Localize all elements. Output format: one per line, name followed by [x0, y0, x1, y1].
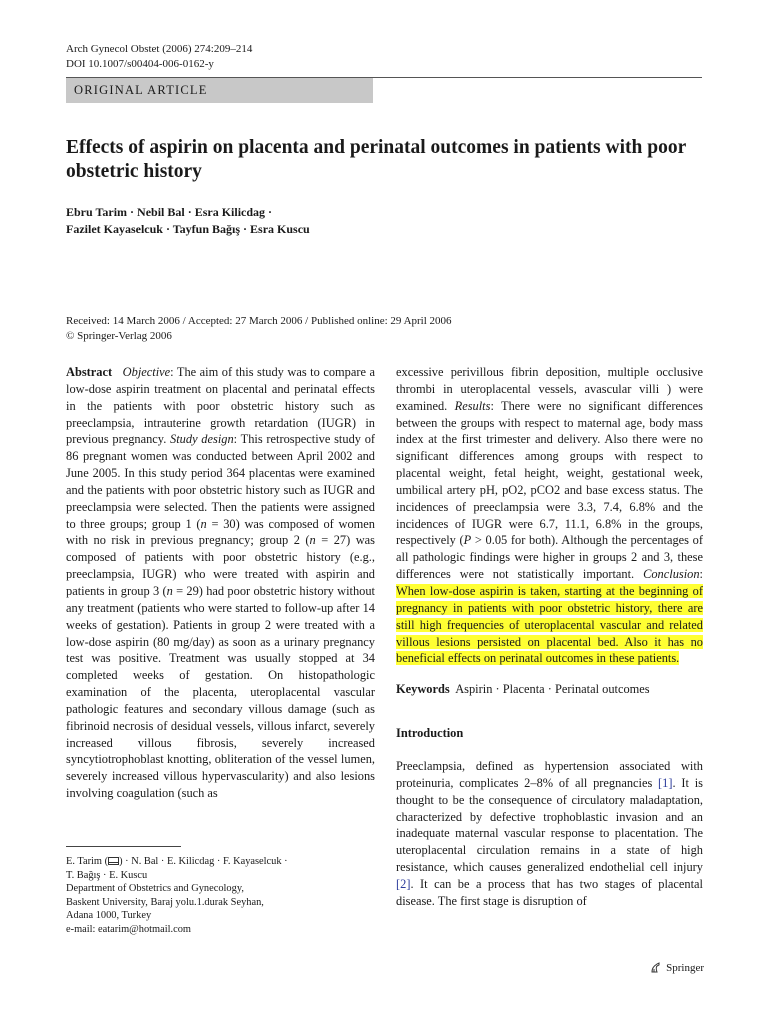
dates-line-1: Received: 14 March 2006 / Accepted: 27 March 2006 / Published online: 29 April 2006: [66, 315, 452, 327]
springer-horse-icon: [649, 961, 662, 974]
publisher-name: Springer: [666, 961, 704, 974]
journal-doi: DOI 10.1007/s00404-006-0162-y: [66, 58, 214, 70]
group3-text: = 29) had poor obstetric history without any treatment (patients who were started to follow-up after 14 weeks of gestation). Patients in group 2 were treated with a low-dose aspirin (80 mg/day) as soon as a urinary pregnancy test was positive. Treatment was usually stopped at 34 completed weeks of gestation. On histopathologic examination of the placenta, uteroplacental vascular pathologic features and secondary villous damage (such as fibrinoid necrosis of desidual vessels, villous infarct, severely increased villous fibrosis, severely increased syncytiotrophoblast knotting, obliteration of the vessel lumen, severely increased villous hypervascularity) and also lesions involving coagulation (such as: [66, 583, 375, 801]
footnote-authors-line-1: [66, 855, 375, 869]
footnote-authors-line-2: T. Bağış · E. Kuscu: [66, 869, 148, 881]
group2-text: = 27) was composed of patients with poor obstetric history (e.g., preeclampsia, IUGR) who were treated with aspirin and patients in group 3 (: [66, 533, 375, 598]
author-list: [66, 204, 706, 238]
group1-text: = 30) was composed of women with no risk in previous pregnancy; group 2 (: [66, 516, 375, 548]
envelope-icon: [108, 857, 119, 865]
article-type-banner: ORIGINAL ARTICLE: [66, 78, 373, 103]
keywords-label: Keywords: [396, 682, 450, 697]
author-line-1: Ebru Tarim · Nebil Bal · Esra Kilicdag ·: [66, 205, 273, 219]
introduction-heading: Introduction: [396, 726, 464, 741]
results-label: Results: [454, 398, 491, 413]
footnote-email[interactable]: e-mail: eatarim@hotmail.com: [66, 923, 191, 935]
publication-dates: [66, 314, 706, 344]
publisher-mark: [649, 961, 704, 974]
abstract-left-column: [66, 364, 375, 802]
article-title: Effects of aspirin on placenta and perinatal outcomes in patients with poor obstetric history: [66, 137, 686, 182]
footnote-author-text: ) · N. Bal · E. Kilicdag · F. Kayaselcuk ·: [119, 856, 288, 867]
p-value-text: > 0.05 for both). Although the percentages of all pathologic findings were higher in groups 2 and 3, these differences were not statistically important.: [396, 533, 703, 582]
objective-text: : The aim of this study was to compare a low-dose aspirin treatment on placental and perinatal effects in the patients with poor obstetric history such as preeclampsia, intrauterine growth retardation (IUGR) in previous pregnancy.: [66, 365, 376, 447]
n-symbol: n: [200, 516, 207, 531]
keywords: [396, 681, 703, 698]
journal-meta: [66, 42, 252, 72]
n-symbol: n: [166, 583, 173, 598]
conclusion-colon: :: [699, 567, 703, 582]
keywords-text: Aspirin · Placenta · Perinatal outcomes: [455, 682, 650, 697]
footnote-university: Baskent University, Baraj yolu.1.durak Seyhan,: [66, 896, 264, 908]
introduction-text: [396, 758, 703, 910]
results-text: : There were no significant differences between the groups with respect to maternal age, body mass index at the first trimester and delivery. Also there were no significant differences among groups with respect to placental weight, fetal height, weight, gestational week, umbilical artery pH, pO2, pCO2 and base excess status. The incidences of preeclampsia were 3.3, 7.4, 6.8% and the incidences of IUGR were 6.7, 11.1, 6.8% in the groups, respectively (: [396, 398, 703, 548]
abstract-right-text: [396, 364, 703, 667]
intro-text-part: . It is thought to be the consequence of circulatory maladaptation, characterized by defective trophoblastic invasion and an inadequate maternal vascular response to placentation. The uteroplacental circulation remains in a state of high resistance, which causes generalized endothelial cell injury: [396, 775, 703, 875]
abstract-continued-text: excessive perivillous fibrin deposition, multiple occlusive thrombi in uteroplacental vessels, avascular villi ) were examined.: [396, 365, 703, 413]
right-column: [396, 364, 703, 910]
journal-citation: Arch Gynecol Obstet (2006) 274:209–214: [66, 43, 253, 55]
footnote-author-text: E. Tarim (: [66, 856, 109, 867]
design-label: Study design: [170, 432, 234, 447]
p-symbol: P: [463, 533, 472, 548]
abstract-label: Abstract: [66, 365, 113, 379]
footnote-city: Adana 1000, Turkey: [66, 910, 152, 921]
intro-text-part: . It can be a process that has two stages of placental disease. The first stage is disruption of: [396, 876, 703, 908]
citation-link-1[interactable]: [1]: [658, 775, 673, 790]
n-symbol: n: [309, 533, 316, 548]
objective-label: Objective: [122, 365, 171, 379]
design-text: : This retrospective study of 86 pregnant women was conducted between April 2002 and June 2005. In this study period 364 placentas were examined and the patients with poor obstetric history such as IUGR and preeclampsia were selected. Then the patients were assigned to three groups; group 1 (: [66, 432, 376, 531]
author-affiliation-footnote: [66, 855, 375, 936]
footnote-department: Department of Obstetrics and Gynecology,: [66, 883, 244, 894]
copyright-line: © Springer-Verlag 2006: [66, 330, 172, 342]
author-line-2: Fazilet Kayaselcuk · Tayfun Bağış · Esra Kuscu: [66, 222, 310, 236]
footnote-rule: [66, 846, 181, 847]
highlighted-conclusion[interactable]: When low-dose aspirin is taken, starting at the beginning of pregnancy in patients with poor obstetric history, there are still high frequencies of uteroplacental vascular and related villous lesions persisted on placental bed. Also it has no beneficial effects on perinatal outcomes in these patients.: [396, 583, 703, 666]
conclusion-label: Conclusion: [643, 567, 700, 582]
intro-text-part: Preeclampsia, defined as hypertension associated with proteinuria, complicates 2–8% of all pregnancies: [396, 759, 703, 790]
citation-link-2[interactable]: [2]: [396, 876, 411, 891]
